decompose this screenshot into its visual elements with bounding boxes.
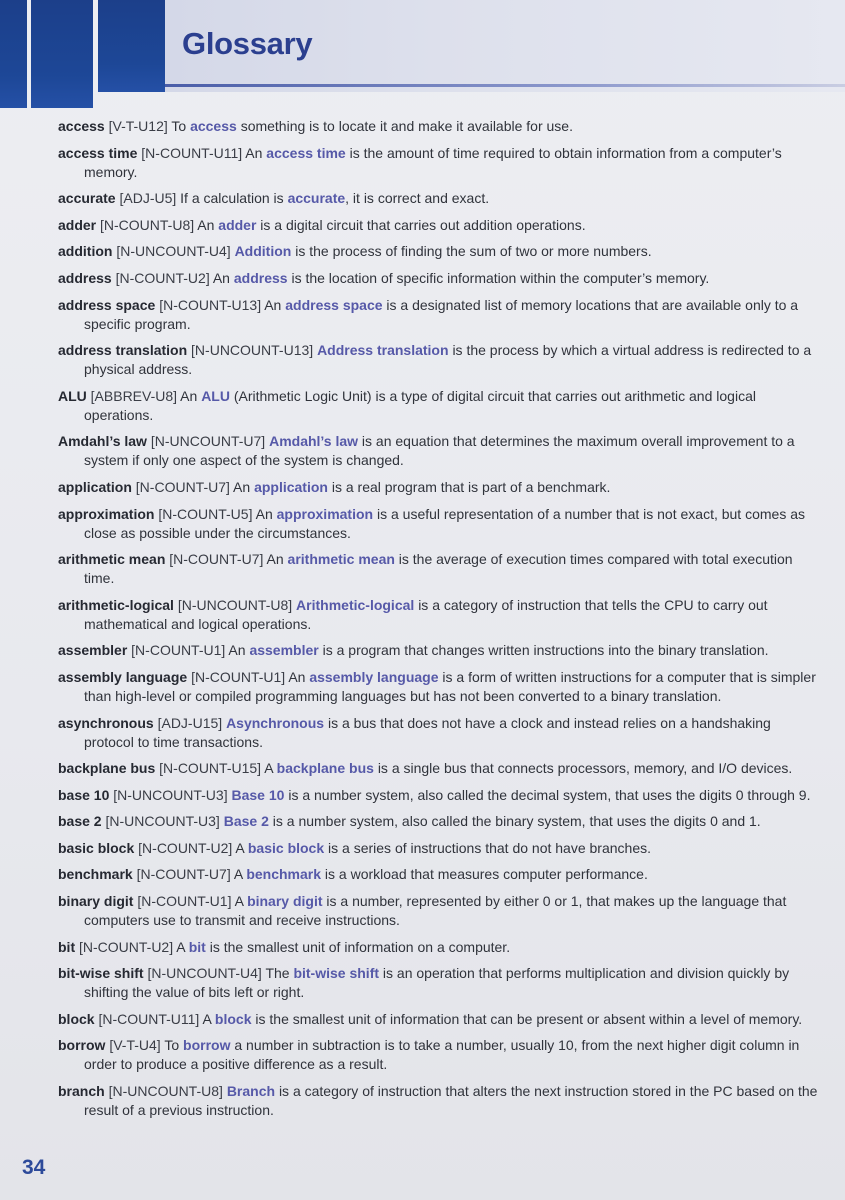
entry-highlight: arithmetic mean	[287, 551, 395, 568]
entry-highlight: binary digit	[247, 893, 323, 910]
entry-part-of-speech: [N-COUNT-U8]	[100, 216, 195, 233]
entry-definition: is a useful representation of a number that is not exact, but comes as close as possible under the circumstances.	[84, 505, 805, 541]
page-number: 34	[22, 1156, 46, 1179]
entry-definition-lead: To	[164, 1037, 180, 1054]
entry-definition: is a single bus that connects processors, memory, and I/O devices.	[377, 760, 793, 777]
entry-term: block	[58, 1010, 95, 1027]
entry-definition: is a bus that does not have a clock and instead relies on a handshaking protocol to time transactions.	[84, 714, 771, 750]
entry-term: approximation	[58, 505, 155, 522]
entry-part-of-speech: [V-T-U4]	[109, 1037, 161, 1054]
glossary-entry	[58, 964, 818, 1002]
entry-term: base 10	[58, 786, 110, 803]
entry-term: address space	[58, 296, 156, 313]
entry-definition: is a number system, also called the binary system, that uses the digits 0 and 1.	[272, 813, 761, 830]
entry-highlight: basic block	[247, 839, 325, 856]
entry-term: addition	[58, 243, 113, 260]
entry-definition: is a series of instructions that do not have branches.	[328, 839, 651, 856]
entry-term: Amdahl’s law	[58, 433, 147, 450]
entry-part-of-speech: [N-COUNT-U11]	[141, 144, 243, 161]
glossary-entry	[58, 296, 818, 334]
entry-part-of-speech: [N-COUNT-U1]	[191, 668, 286, 685]
entry-highlight: Base 10	[231, 786, 285, 803]
entry-definition-lead: A	[234, 893, 244, 910]
entry-highlight: application	[254, 478, 328, 495]
entry-term: access time	[58, 144, 138, 161]
entry-part-of-speech: [N-COUNT-U1]	[131, 642, 226, 659]
entry-part-of-speech: [N-COUNT-U5]	[158, 505, 253, 522]
entry-definition: is the location of specific information within the computer’s memory.	[291, 269, 710, 286]
entry-term: accurate	[58, 190, 116, 207]
entry-highlight: assembly language	[309, 668, 439, 685]
entry-highlight: access time	[266, 144, 346, 161]
entry-definition: is a number, represented by either 0 or 1, that makes up the language that computers use to transmit and receive instructions.	[84, 893, 787, 929]
entry-highlight: adder	[218, 216, 257, 233]
entry-definition: is a number system, also called the decimal system, that uses the digits 0 through 9.	[288, 786, 811, 803]
entry-highlight: Branch	[226, 1083, 276, 1100]
glossary-entry	[58, 341, 818, 379]
glossary-entry	[58, 432, 818, 470]
entry-definition-lead: If a calculation is	[180, 190, 284, 207]
glossary-entry	[58, 596, 818, 634]
entry-highlight: Base 2	[223, 813, 269, 830]
entry-term: bit	[58, 938, 76, 955]
entry-part-of-speech: [N-UNCOUNT-U13]	[191, 342, 314, 359]
entry-definition: (Arithmetic Logic Unit) is a type of digital circuit that carries out arithmetic and logical operations.	[84, 387, 756, 423]
entry-highlight: address	[233, 269, 288, 286]
entry-highlight: accurate	[287, 190, 346, 207]
entry-part-of-speech: [N-COUNT-U2]	[79, 938, 174, 955]
entry-definition-lead: A	[233, 866, 243, 883]
entry-part-of-speech: [N-UNCOUNT-U8]	[177, 596, 293, 613]
entry-definition-lead: An	[245, 144, 263, 161]
entry-highlight: block	[214, 1010, 252, 1027]
entry-definition-lead: The	[265, 965, 290, 982]
glossary-entry	[58, 269, 818, 288]
glossary-entry	[58, 1082, 818, 1120]
header-color-block	[98, 0, 165, 92]
entry-part-of-speech: [N-UNCOUNT-U4]	[116, 243, 231, 260]
entry-term: address translation	[58, 342, 188, 359]
entry-part-of-speech: [N-UNCOUNT-U3]	[105, 813, 220, 830]
entry-definition-lead: A	[235, 839, 244, 856]
entry-definition: is the smallest unit of information that can be present or absent within a level of memory.	[255, 1010, 803, 1027]
glossary-entry	[58, 839, 818, 858]
entry-definition: is a designated list of memory locations that are available only to a specific program.	[84, 296, 799, 332]
glossary-entry	[58, 505, 818, 543]
glossary-entry	[58, 117, 818, 136]
glossary-entry	[58, 478, 818, 497]
entry-highlight: Address translation	[317, 342, 449, 359]
glossary-entry	[58, 242, 818, 261]
entry-definition-lead: An	[264, 296, 282, 313]
entry-highlight: benchmark	[246, 866, 322, 883]
entry-term: assembler	[58, 642, 128, 659]
entry-term: arithmetic-logical	[58, 596, 174, 613]
entry-definition-lead: An	[197, 216, 215, 233]
glossary-entry	[58, 1010, 818, 1029]
glossary-entry	[58, 189, 818, 208]
entry-definition-lead: An	[233, 478, 251, 495]
entry-highlight: address space	[285, 296, 383, 313]
entry-part-of-speech: [N-COUNT-U7]	[136, 866, 231, 883]
entry-highlight: Addition	[234, 243, 292, 260]
glossary-entry	[58, 641, 818, 660]
entry-part-of-speech: [N-COUNT-U15]	[159, 760, 262, 777]
entry-term: bit-wise shift	[58, 965, 144, 982]
glossary-entry	[58, 1036, 818, 1074]
entry-definition-lead: An	[212, 269, 230, 286]
entry-highlight: access	[190, 118, 237, 134]
glossary-entry	[58, 144, 818, 182]
entry-term: application	[58, 478, 132, 495]
entry-term: benchmark	[58, 866, 133, 883]
glossary-entry	[58, 892, 818, 930]
entry-part-of-speech: [N-UNCOUNT-U7]	[150, 433, 266, 450]
entry-highlight: Asynchronous	[226, 714, 325, 731]
entry-definition-lead: An	[255, 505, 273, 522]
entry-term: base 2	[58, 813, 102, 830]
entry-term: adder	[58, 216, 97, 233]
glossary-entry	[58, 550, 818, 588]
entry-definition: , it is correct and exact.	[345, 190, 490, 207]
entry-definition-lead: An	[288, 668, 306, 685]
entry-highlight: Arithmetic-logical	[296, 596, 415, 613]
header-color-block	[0, 0, 27, 108]
glossary-entry	[58, 714, 818, 752]
entry-definition-lead: To	[171, 118, 187, 134]
glossary-entry	[58, 387, 818, 425]
entry-term: borrow	[58, 1037, 106, 1054]
entry-part-of-speech: [ABBREV-U8]	[90, 387, 178, 404]
glossary-entry	[58, 786, 818, 805]
entry-definition: is the average of execution times compared with total execution time.	[84, 551, 793, 587]
entry-definition: is a program that changes written instructions into the binary translation.	[322, 642, 769, 659]
entry-definition: is the amount of time required to obtain information from a computer’s memory.	[84, 144, 782, 180]
entry-definition: is the process of finding the sum of two or more numbers.	[295, 243, 652, 260]
entry-term: access	[58, 118, 105, 134]
entry-part-of-speech: [N-UNCOUNT-U4]	[147, 965, 262, 982]
entry-definition: is a form of written instructions for a computer that is simpler than high-level or compiled programming languages but has not been converted to a binary translation.	[84, 668, 816, 704]
glossary-entry	[58, 865, 818, 884]
entry-part-of-speech: [N-COUNT-U13]	[159, 296, 262, 313]
entry-definition-lead: A	[202, 1010, 212, 1027]
entry-definition: is an equation that determines the maximum overall improvement to a system if only one aspect of the system is changed.	[84, 433, 795, 469]
entry-definition: is a digital circuit that carries out addition operations.	[260, 216, 586, 233]
glossary-entries	[58, 117, 818, 1128]
entry-term: basic block	[58, 839, 135, 856]
entry-highlight: borrow	[183, 1037, 231, 1054]
entry-term: ALU	[58, 387, 87, 404]
entry-part-of-speech: [N-COUNT-U2]	[115, 269, 210, 286]
entry-definition-lead: A	[264, 760, 273, 777]
entry-part-of-speech: [N-COUNT-U7]	[169, 551, 264, 568]
entry-highlight: bit	[188, 938, 206, 955]
entry-part-of-speech: [ADJ-U15]	[157, 714, 223, 731]
entry-term: assembly language	[58, 668, 188, 685]
entry-term: asynchronous	[58, 714, 154, 731]
entry-highlight: approximation	[276, 505, 374, 522]
entry-part-of-speech: [N-COUNT-U1]	[137, 893, 232, 910]
entry-definition: is the process by which a virtual address is redirected to a physical address.	[84, 342, 812, 378]
entry-highlight: ALU	[201, 387, 230, 404]
page-title: Glossary	[182, 26, 313, 61]
entry-highlight: Amdahl’s law	[269, 433, 359, 450]
header-color-block	[31, 0, 93, 108]
entry-definition: is a real program that is part of a benchmark.	[331, 478, 611, 495]
entry-definition: is an operation that performs multiplication and division quickly by shifting the value of bits left or right.	[84, 965, 790, 1001]
entry-part-of-speech: [ADJ-U5]	[119, 190, 177, 207]
entry-term: backplane bus	[58, 760, 156, 777]
glossary-entry	[58, 812, 818, 831]
entry-definition-lead: An	[266, 551, 284, 568]
entry-definition-lead: A	[176, 938, 185, 955]
glossary-entry	[58, 668, 818, 706]
entry-definition-lead: An	[180, 387, 198, 404]
entry-part-of-speech: [N-UNCOUNT-U8]	[108, 1083, 223, 1100]
glossary-entry	[58, 216, 818, 235]
entry-definition: is a category of instruction that alters the next instruction stored in the PC based on the result of a previous instruction.	[84, 1083, 818, 1119]
entry-term: binary digit	[58, 893, 134, 910]
entry-definition: is the smallest unit of information on a computer.	[209, 938, 511, 955]
entry-definition-lead: An	[228, 642, 246, 659]
entry-highlight: backplane bus	[276, 760, 374, 777]
entry-highlight: bit-wise shift	[293, 965, 380, 982]
entry-highlight: assembler	[249, 642, 319, 659]
entry-definition: is a workload that measures computer performance.	[324, 866, 648, 883]
glossary-entry	[58, 938, 818, 957]
entry-part-of-speech: [V-T-U12]	[108, 118, 168, 134]
entry-part-of-speech: [N-COUNT-U2]	[138, 839, 233, 856]
entry-definition: is a category of instruction that tells the CPU to carry out mathematical and logical operations.	[84, 596, 768, 632]
entry-definition: something is to locate it and make it available for use.	[240, 118, 573, 134]
glossary-entry	[58, 759, 818, 778]
entry-part-of-speech: [N-COUNT-U7]	[135, 478, 230, 495]
header-rule	[165, 84, 845, 87]
entry-term: branch	[58, 1083, 105, 1100]
entry-definition: a number in subtraction is to take a number, usually 10, from the next higher digit column in order to produce a positive difference as a result.	[84, 1037, 800, 1073]
entry-part-of-speech: [N-UNCOUNT-U3]	[113, 786, 228, 803]
entry-part-of-speech: [N-COUNT-U11]	[98, 1010, 200, 1027]
entry-term: address	[58, 269, 112, 286]
entry-term: arithmetic mean	[58, 551, 166, 568]
